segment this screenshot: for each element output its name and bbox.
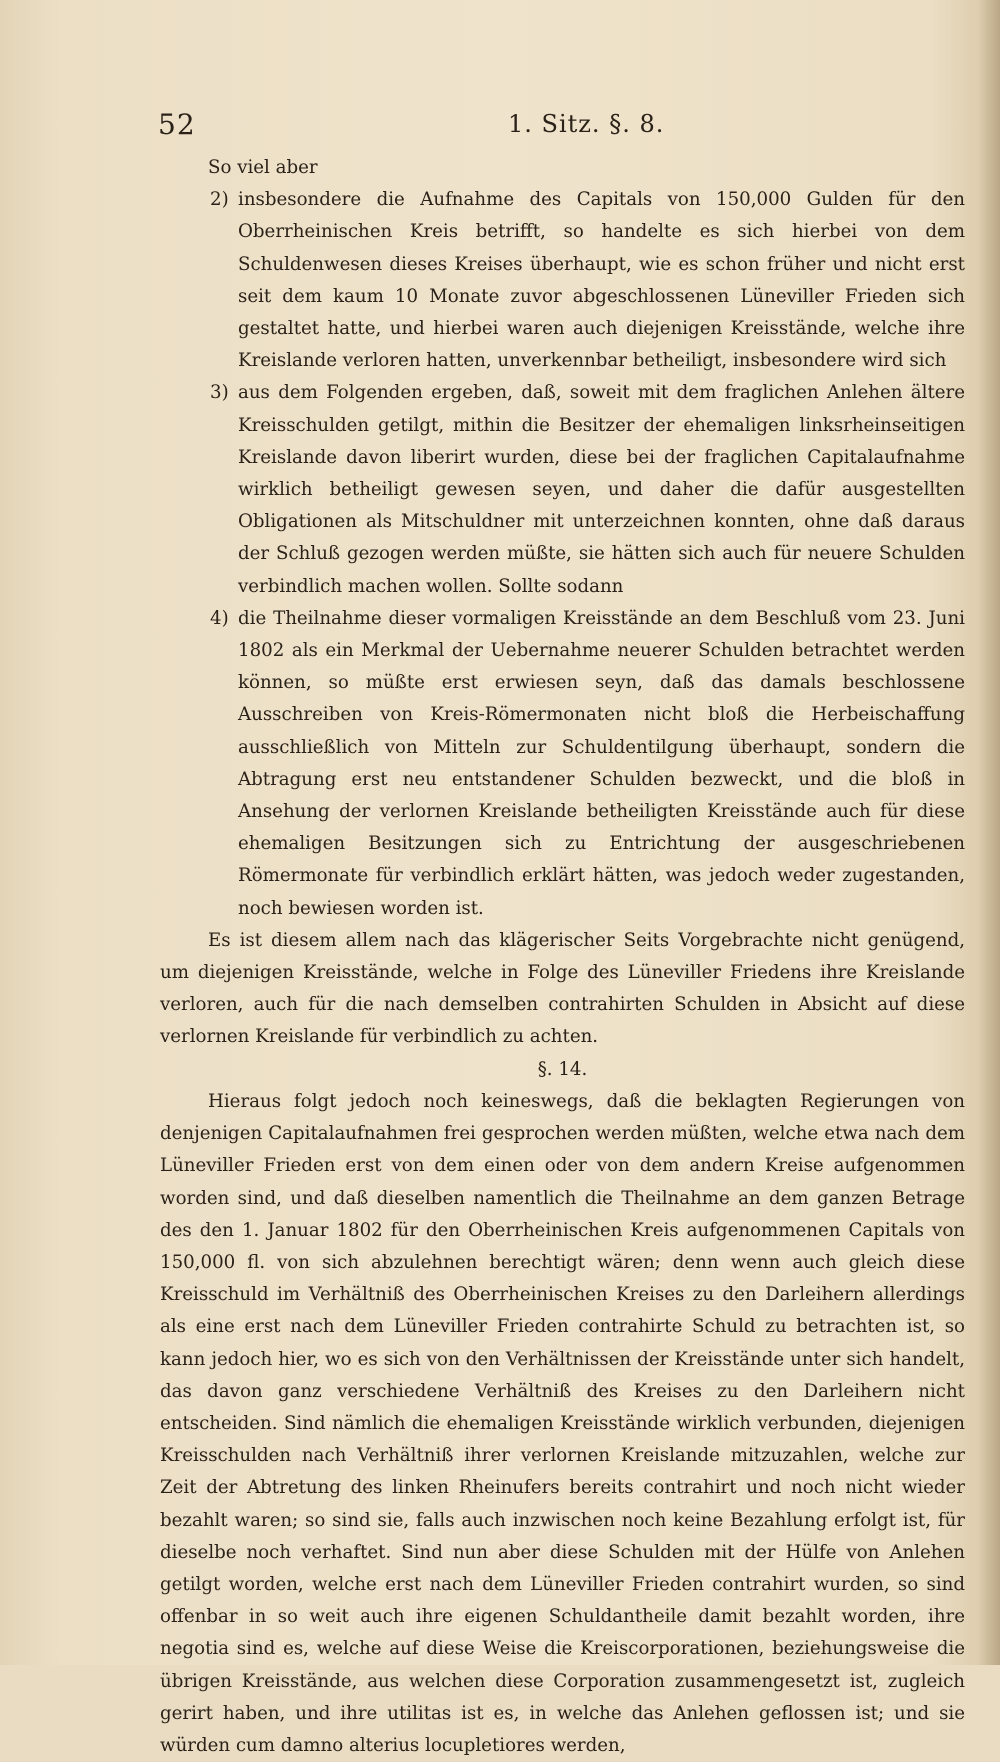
conclusion-paragraph: Es ist diesem allem nach das klägerischer Seits Vorgebrachte nicht genügend, um diejenigen Kreisstände, welche in Folge des Lüneviller Friedens ihre Kreislande verloren, auch für die nach demselben contrahirten Schulden in Absicht auf diese verlornen Kreislande für verbindlich zu achten. xyxy=(160,929,965,1048)
page-edge-shadow xyxy=(978,0,1000,1665)
list-item xyxy=(160,184,965,377)
section-heading: §. 14. xyxy=(537,1058,588,1080)
item-text: die Theilnahme dieser vormaligen Kreisstände an dem Beschluß vom 23. Juni 1802 als ein Merkmal der Uebernahme neuerer Schulden betrachtet werden können, so müßte erst erwiesen seyn, daß das damals beschlossene Ausschreiben von Kreis-Römermonaten nicht bloß die Herbeischaffung ausschließlich von Mitteln zur Schuldentilgung überhaupt, sondern die Abtragung erst neu entstandener Schulden bezweckt, und die bloß in Ansehung der verlornen Kreislande betheiligten Kreisstände auch für diese ehemaligen Besitzungen sich zu Entrichtung der ausgeschriebenen Römermonate für verbindlich erklärt hätten, was jedoch weder zugestanden, noch bewiesen worden ist. xyxy=(238,607,965,919)
running-head: 1. Sitz. §. 8. xyxy=(508,110,665,138)
item-number: 4) xyxy=(210,607,229,629)
page-header xyxy=(158,108,858,148)
list-item xyxy=(160,377,965,602)
item-text: aus dem Folgenden ergeben, daß, soweit mit dem fraglichen Anlehen ältere Kreisschulden getilgt, mithin die Besitzer der ehemaligen linksrheinseitigen Kreislande davon liberirt wurden, diese bei der fraglichen Capitalaufnahme wirklich betheiligt gewesen seyen, und daher die dafür ausgestellten Obligationen als Mitschuldner mit unterzeichnen konnten, ohne daß daraus der Schluß gezogen werden müßte, sie hätten sich auch für neuere Schulden verbindlich machen wollen. Sollte sodann xyxy=(238,382,965,597)
section-paragraph: Hieraus folgt jedoch noch keineswegs, daß die beklagten Regierungen von denjenigen Capitalaufnahmen frei gesprochen werden müßten, welche etwa nach dem Lüneviller Frieden erst von dem einen oder von dem andern Kreise aufgenommen worden sind, und daß dieselben namentlich die Theilnahme an dem ganzen Betrage des den 1. Januar 1802 für den Oberrheinischen Kreis aufgenommenen Capitals von 150,000 fl. von sich abzulehnen berechtigt wären; denn wenn auch gleich diese Kreisschuld im Verhältniß des Oberrheinischen Kreises zu den Darleihern allerdings als eine erst nach dem Lüneviller Frieden contrahirte Schuld zu betrachten ist, so kann jedoch hier, wo es sich von den Verhältnissen der Kreisstände unter sich handelt, das davon ganz verschiedene Verhältniß des Kreises zu den Darleihern nicht entscheiden. Sind nämlich die ehemaligen Kreisstände wirklich verbunden, diejenigen Kreisschulden nach Verhältniß ihrer verlornen Kreislande mitzuzahlen, welche zur Zeit der Abtretung des linken Rheinufers bereits contrahirt und noch nicht wieder bezahlt waren; so sind sie, falls auch inzwischen noch keine Bezahlung erfolgt ist, für dieselbe noch verhaftet. Sind nun aber diese Schulden mit der Hülfe von Anlehen getilgt worden, welche erst nach dem Lüneviller Frieden contrahirt wurden, so sind offenbar in so weit auch ihre eigenen Schuldantheile damit bezahlt worden, ihre negotia sind es, welche auf diese Weise die Kreiscorporationen, beziehungsweise die übrigen Kreisstände, aus welchen diese Corporation zusammengesetzt ist, zugleich gerirt haben, und ihre utilitas ist es, in welche das Anlehen geflossen ist; und sie würden cum damno alterius locupletiores werden, xyxy=(160,1090,965,1756)
page-body xyxy=(160,152,965,1762)
item-number: 2) xyxy=(210,189,229,211)
intro-line: So viel aber xyxy=(208,157,318,178)
item-number: 3) xyxy=(210,382,229,404)
item-text: insbesondere die Aufnahme des Capitals von 150,000 Gulden für den Oberrheinischen Kreis betrifft, so handelte es sich hierbei von dem Schuldenwesen dieses Kreises überhaupt, wie es schon früher und nicht erst seit dem kaum 10 Monate zuvor abgeschlossenen Lüneviller Frieden sich gestaltet hatte, und hierbei waren auch diejenigen Kreisstände, welche ihre Kreislande verloren hatten, unverkennbar betheiligt, insbesondere wird sich xyxy=(238,189,965,372)
list-item xyxy=(160,603,965,925)
page-number: 52 xyxy=(158,108,196,141)
